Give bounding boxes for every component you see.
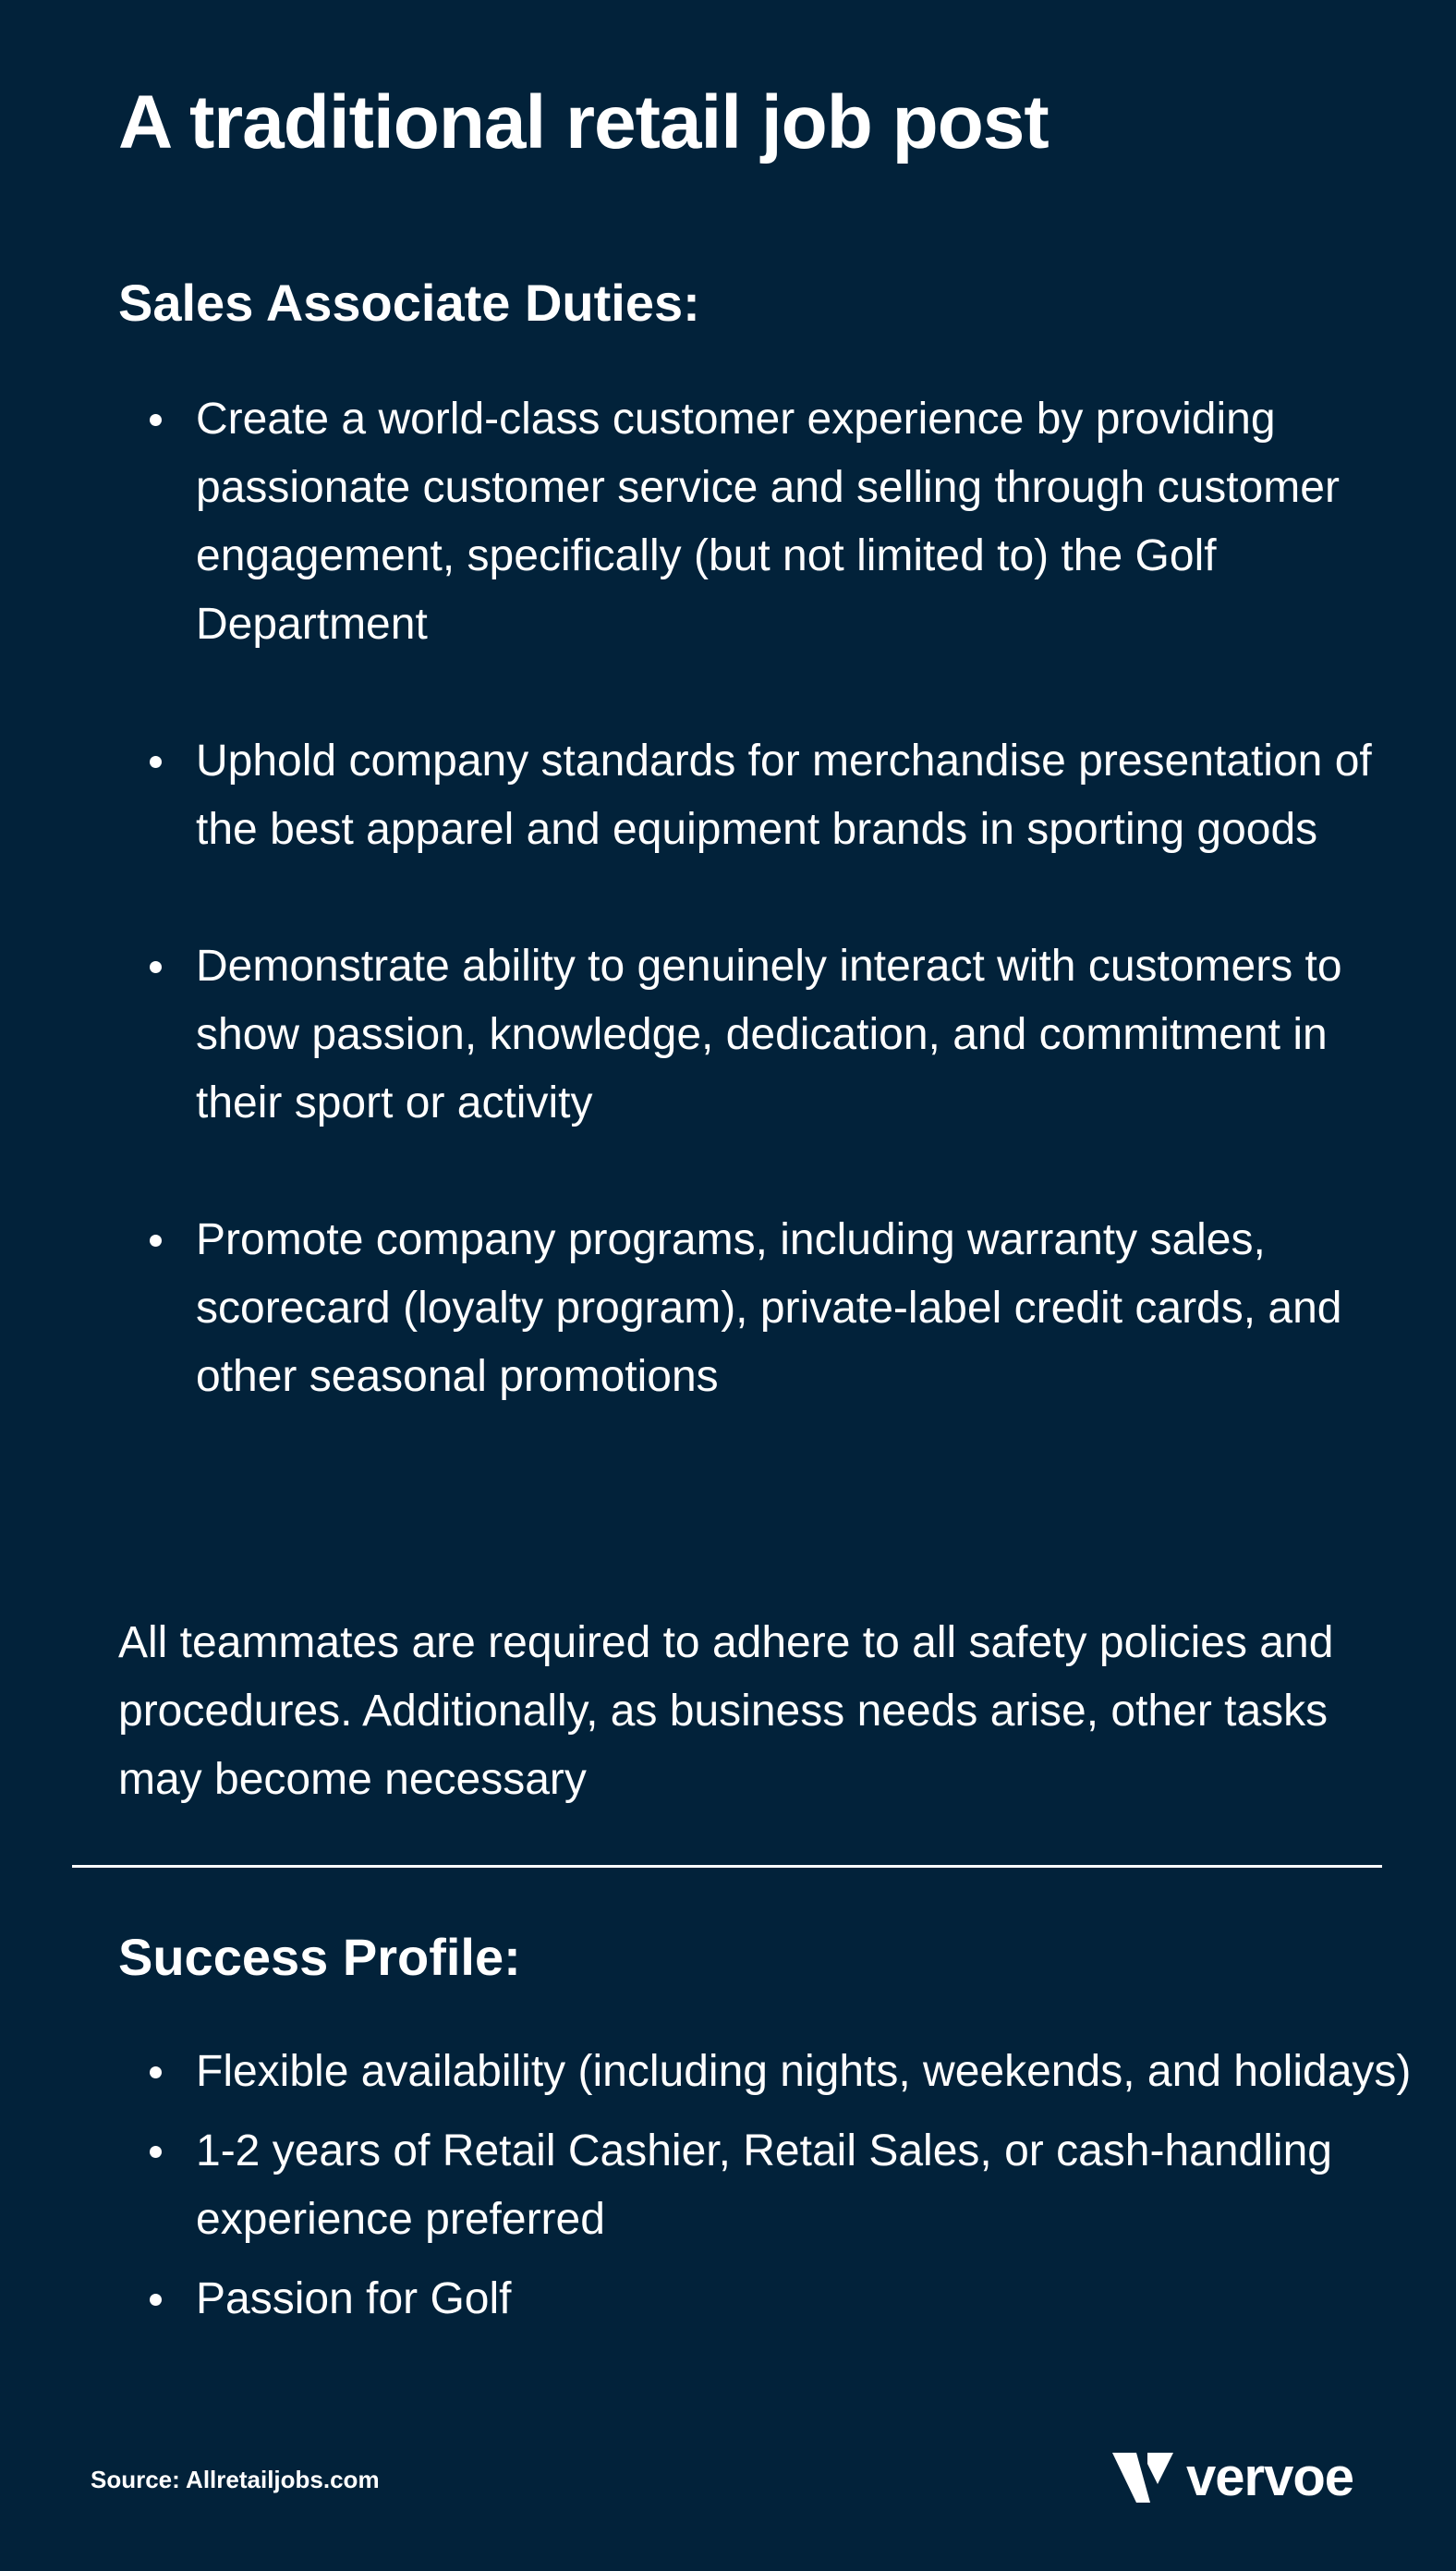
list-item-text: Uphold company standards for merchandise presentation of the best apparel and equipment brands in sporting goods [196,737,1372,854]
safety-note: All teammates are required to adhere to all safety policies and procedures. Additionally, as business needs arise, other tasks may become necessary [118,1618,1334,1804]
bullet-icon [150,1235,162,1247]
list-item-text: Promote company programs, including warranty sales, scorecard (loyalty program), private-label credit cards, and other seasonal promotions [196,1215,1342,1401]
bullet-icon [150,756,162,768]
bullet-icon [150,961,162,973]
list-item [118,2038,1412,2106]
vervoe-logo-icon [1112,2453,1173,2503]
list-item-text: Create a world-class customer experience by providing passionate customer service and selling through customer engagement, specifically (but not limited to) the Golf Department [196,395,1340,649]
profile-list [118,2038,1412,2345]
list-item-text: 1-2 years of Retail Cashier, Retail Sales, or cash-handling experience preferred [196,2126,1332,2244]
list-item-text: Flexible availability (including nights, weekends, and holidays) [196,2047,1412,2096]
page-title: A traditional retail job post [118,80,1049,164]
list-item-text: Passion for Golf [196,2274,512,2323]
profile-heading: Success Profile: [118,1928,521,1986]
list-item [118,1206,1412,1411]
source-credit: Source: Allretailjobs.com [91,2466,380,2493]
bullet-icon [150,2146,162,2158]
list-item [118,2117,1412,2254]
duties-list [118,385,1412,1411]
brand-logo [1112,2447,1354,2507]
list-item [118,727,1412,864]
brand-name: vervoe [1186,2447,1354,2507]
list-item [118,2265,1412,2333]
duties-heading: Sales Associate Duties: [118,274,700,332]
bullet-icon [150,2294,162,2306]
list-item [118,385,1412,659]
list-item-text: Demonstrate ability to genuinely interact with customers to show passion, knowledge, dedication, and commitment in their sport or activity [196,942,1342,1127]
bullet-icon [150,2066,162,2078]
bullet-icon [150,414,162,426]
section-divider [72,1865,1382,1868]
list-item [118,932,1412,1138]
